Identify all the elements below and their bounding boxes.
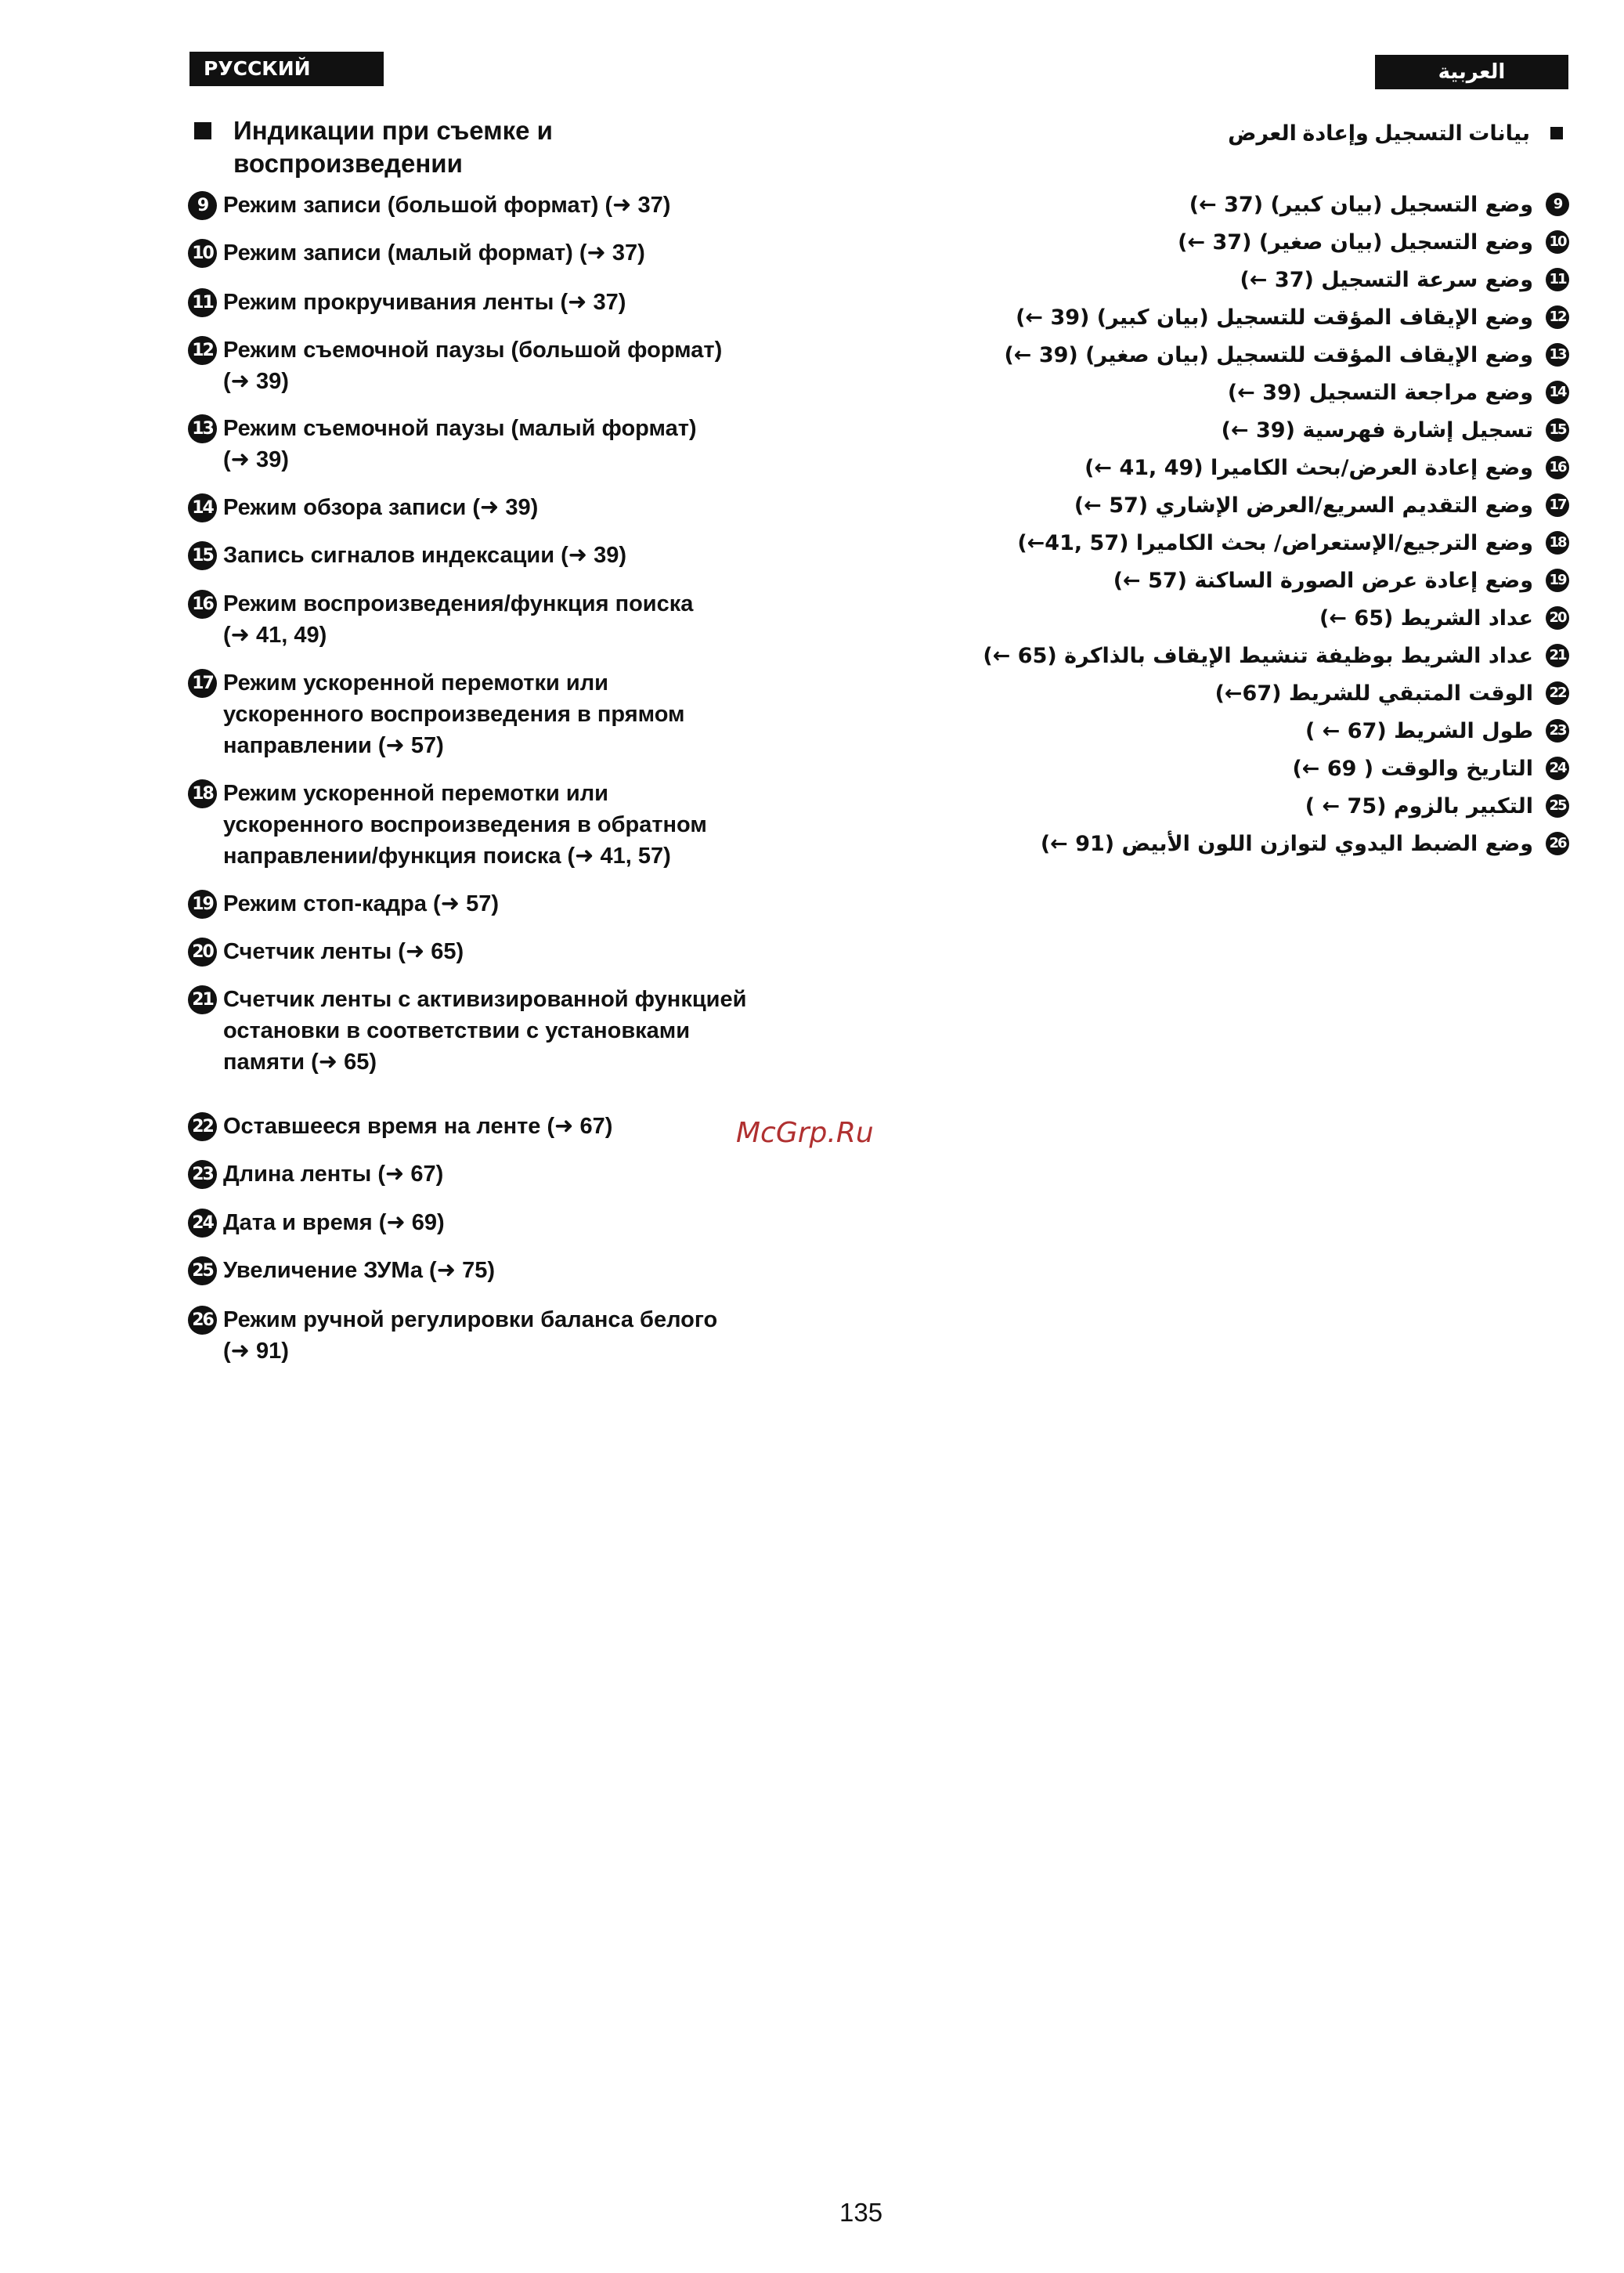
item-text: التكبير بالزوم (75 ← ) <box>1305 794 1533 818</box>
item-number-badge: 21 <box>1546 644 1569 667</box>
item-number-badge: 10 <box>1546 230 1569 254</box>
list-item <box>1240 265 1569 296</box>
item-text: Дата и время (➜ 69) <box>223 1210 445 1235</box>
item-number-badge: 14 <box>1546 381 1569 404</box>
item-text: وضع مراجعة التسجيل (39 ←) <box>1227 381 1533 405</box>
item-number-badge: 16 <box>188 590 217 619</box>
list-item <box>1189 190 1569 221</box>
item-text: Режим ручной регулировки баланса белого (➜ 91) <box>223 1307 718 1364</box>
list-item <box>188 667 684 761</box>
item-text: Длина ленты (➜ 67) <box>223 1162 444 1187</box>
russian-section-heading <box>188 114 893 180</box>
item-number-badge: 24 <box>188 1209 217 1238</box>
item-number-badge: 19 <box>188 890 217 919</box>
item-text: تسجيل إشارة فهرسية (39 ←) <box>1221 418 1533 443</box>
list-item <box>188 1304 717 1367</box>
item-number-badge: 11 <box>188 288 217 317</box>
item-number-badge: 18 <box>1546 531 1569 555</box>
item-text: Счетчик ленты с активизированной функцией остановки в соответствии с установками памяти (➜ 65) <box>223 987 747 1075</box>
list-item <box>188 492 538 523</box>
list-item <box>1305 791 1569 822</box>
page-number: 135 <box>839 2198 883 2227</box>
item-text: Запись сигналов индексации (➜ 39) <box>223 543 627 568</box>
item-text: وضع إعادة عرض الصورة الساكنة (57 ←) <box>1113 569 1533 593</box>
item-number-badge: 16 <box>1546 456 1569 479</box>
list-item <box>188 1158 443 1190</box>
list-item <box>1004 340 1569 371</box>
list-item <box>1074 490 1569 522</box>
item-text: Увеличение ЗУМа (➜ 75) <box>223 1258 495 1283</box>
list-item <box>1084 453 1569 484</box>
item-number-badge: 23 <box>188 1160 217 1189</box>
item-number-badge: 12 <box>188 336 217 365</box>
item-text: Режим прокручивания ленты (➜ 37) <box>223 290 626 315</box>
language-tag-arabic: العربية <box>1375 55 1568 89</box>
item-text: وضع الإيقاف المؤقت للتسجيل (بيان صغير) (39 ←) <box>1004 343 1533 367</box>
item-text: Режим ускоренной перемотки или ускоренного воспроизведения в прямом направлении (➜ 57) <box>223 670 685 758</box>
list-item <box>1017 528 1569 559</box>
item-text: Режим съемочной паузы (большой формат) (➜ 39) <box>223 338 723 394</box>
list-item <box>1305 716 1569 747</box>
item-number-badge: 15 <box>188 541 217 570</box>
item-number-badge: 17 <box>188 669 217 698</box>
list-item <box>188 1111 612 1142</box>
item-number-badge: 19 <box>1546 569 1569 592</box>
list-item <box>983 641 1569 672</box>
list-item <box>188 778 707 872</box>
item-number-badge: 9 <box>188 191 217 220</box>
item-number-badge: 21 <box>188 985 217 1014</box>
list-item <box>1113 566 1569 597</box>
item-text: وضع التسجيل (بيان صغير) (37 ←) <box>1178 230 1533 255</box>
item-number-badge: 12 <box>1546 305 1569 329</box>
list-item <box>188 936 464 967</box>
item-text: Счетчик ленты (➜ 65) <box>223 939 464 964</box>
item-text: وضع التقديم السريع/العرض الإشاري (57 ←) <box>1074 493 1533 518</box>
item-number-badge: 15 <box>1546 418 1569 442</box>
item-text: وضع الضبط اليدوي لتوازن اللون الأبيض (91 ←) <box>1040 832 1533 856</box>
item-number-badge: 24 <box>1546 757 1569 780</box>
item-number-badge: 13 <box>1546 343 1569 367</box>
list-item <box>1222 415 1569 446</box>
item-number-badge: 10 <box>188 239 217 268</box>
item-number-badge: 26 <box>1546 832 1569 855</box>
list-item <box>1178 227 1569 258</box>
language-tag-russian: РУССКИЙ ЯЗЫК <box>189 52 384 86</box>
item-text: وضع التسجيل (بيان كبير) (37 ←) <box>1189 193 1533 217</box>
item-number-badge: 18 <box>188 779 217 808</box>
item-number-badge: 25 <box>1546 794 1569 818</box>
arabic-section-heading <box>864 117 1569 149</box>
list-item <box>1041 829 1569 860</box>
list-item <box>1016 302 1569 334</box>
item-number-badge: 22 <box>188 1112 217 1141</box>
item-text: Оставшееся время на ленте (➜ 67) <box>223 1114 613 1139</box>
item-text: وضع سرعة التسجيل (37 ←) <box>1240 268 1533 292</box>
item-text: عداد الشريط (65 ←) <box>1319 606 1533 631</box>
list-item <box>188 237 645 269</box>
item-text: وضع إعادة العرض/بحث الكاميرا (49 ,41 ←) <box>1084 456 1533 480</box>
item-number-badge: 9 <box>1546 193 1569 216</box>
item-text: الوقت المتبقي للشريط (67←) <box>1214 681 1533 706</box>
item-number-badge: 11 <box>1546 268 1569 291</box>
item-number-badge: 25 <box>188 1256 217 1285</box>
item-text: التاريخ والوقت ( 69 ←) <box>1292 757 1533 781</box>
arabic-section-title: بيانات التسجيل وإعادة العرض <box>1228 121 1530 145</box>
list-item <box>188 984 746 1078</box>
item-number-badge: 14 <box>188 493 217 522</box>
watermark-text: McGrp.Ru <box>736 1117 874 1149</box>
item-text: Режим записи (малый формат) (➜ 37) <box>223 240 645 266</box>
bullet-square-icon <box>194 122 211 139</box>
item-text: Режим съемочной паузы (малый формат) (➜ 39) <box>223 416 697 472</box>
list-item <box>1319 603 1569 634</box>
item-number-badge: 20 <box>1546 606 1569 630</box>
russian-section-title: Индикации при съемке и воспроизведении <box>233 116 553 178</box>
list-item <box>188 287 626 318</box>
bullet-square-icon <box>1550 127 1563 139</box>
item-text: طول الشريط (67 ← ) <box>1305 719 1533 743</box>
item-text: عداد الشريط بوظيفة تنشيط الإيقاف بالذاكرة (65 ←) <box>983 644 1533 668</box>
item-text: Режим ускоренной перемотки или ускоренного воспроизведения в обратном направлении/функция поиска (➜ 41, 57) <box>223 781 707 869</box>
item-text: Режим записи (большой формат) (➜ 37) <box>223 193 671 218</box>
list-item <box>188 334 722 397</box>
item-text: Режим обзора записи (➜ 39) <box>223 495 539 520</box>
list-item <box>1292 753 1569 785</box>
arabic-column <box>864 117 1569 856</box>
list-item <box>1215 678 1569 710</box>
list-item <box>188 588 693 651</box>
list-item <box>188 540 626 571</box>
item-number-badge: 22 <box>1546 681 1569 705</box>
item-text: وضع الترجيع/الإستعراض/ بحث الكاميرا (57 ,41←) <box>1017 531 1533 555</box>
list-item <box>188 1255 495 1286</box>
list-item <box>188 888 499 920</box>
list-item <box>188 413 697 475</box>
list-item <box>188 190 670 221</box>
item-number-badge: 26 <box>188 1306 217 1335</box>
item-number-badge: 13 <box>188 414 217 443</box>
item-text: Режим стоп-кадра (➜ 57) <box>223 891 499 916</box>
item-text: وضع الإيقاف المؤقت للتسجيل (بيان كبير) (39 ←) <box>1016 305 1533 330</box>
item-number-badge: 20 <box>188 938 217 967</box>
item-text: Режим воспроизведения/функция поиска (➜ 41, 49) <box>223 591 694 648</box>
item-number-badge: 17 <box>1546 493 1569 517</box>
item-number-badge: 23 <box>1546 719 1569 743</box>
list-item <box>188 1207 445 1238</box>
list-item <box>1228 378 1569 409</box>
